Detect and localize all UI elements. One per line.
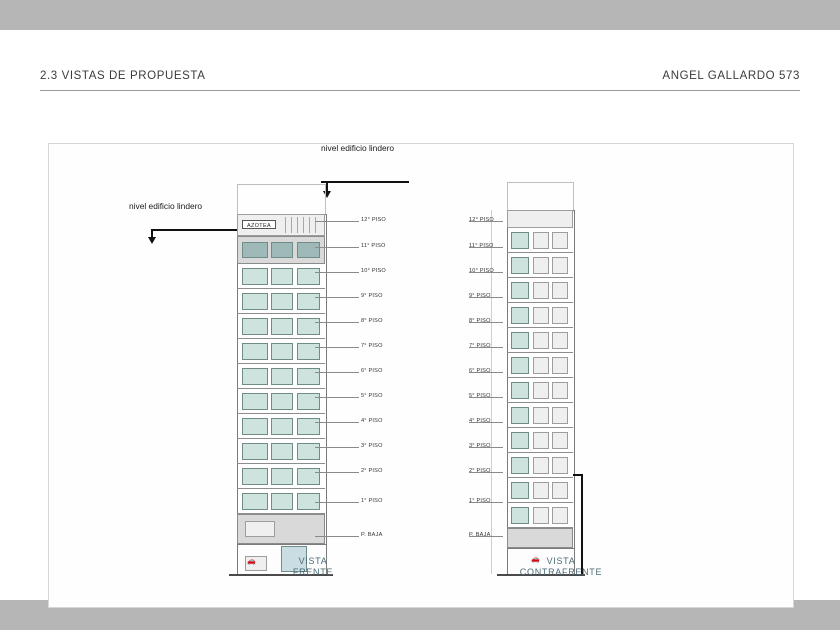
roof-louver-2 bbox=[291, 217, 292, 233]
view-caption-rear bbox=[501, 556, 621, 578]
party-wall-cap-rear bbox=[573, 474, 583, 476]
window-12-a bbox=[242, 242, 268, 258]
datum-line-top bbox=[395, 181, 409, 183]
floor-label: 7° PISO bbox=[469, 343, 491, 349]
car-icon: 🚗 bbox=[531, 556, 540, 563]
floor-label: P. BAJA bbox=[361, 532, 383, 538]
floor-label: 7° PISO bbox=[361, 343, 383, 349]
floor-band bbox=[237, 339, 325, 364]
floor-label: 11° PISO bbox=[469, 243, 494, 249]
floor-band bbox=[237, 489, 325, 514]
leader-arrow-left bbox=[148, 237, 156, 244]
floor-label: 10° PISO bbox=[361, 268, 386, 274]
roof-louver-4 bbox=[303, 217, 304, 233]
floor-label: 4° PISO bbox=[361, 418, 383, 424]
page-title: 2.3 VISTAS DE PROPUESTA bbox=[40, 70, 206, 82]
floor-label: 8° PISO bbox=[361, 318, 383, 324]
floor-label: 12° PISO bbox=[361, 217, 386, 223]
floor-label: 1° PISO bbox=[361, 498, 383, 504]
drawing-frame bbox=[48, 143, 794, 608]
typical-floors-front bbox=[237, 264, 325, 514]
view-caption-rear-line2: CONTRAFRENTE bbox=[519, 567, 603, 577]
window-12-c bbox=[297, 242, 320, 258]
view-caption-rear-line1: VISTA bbox=[546, 556, 576, 566]
floor-label: 9° PISO bbox=[469, 293, 491, 299]
floor-band bbox=[237, 289, 325, 314]
floor-label: 10° PISO bbox=[469, 268, 494, 274]
first-floor-window bbox=[245, 521, 275, 537]
floor-label: 5° PISO bbox=[361, 393, 383, 399]
floor-band bbox=[237, 414, 325, 439]
floor-label: 1° PISO bbox=[469, 498, 491, 504]
floor-label: 8° PISO bbox=[469, 318, 491, 324]
car-icon: 🚗 bbox=[247, 558, 256, 565]
construction-line-a1 bbox=[237, 184, 325, 185]
window-12-b bbox=[271, 242, 293, 258]
header-divider bbox=[40, 90, 800, 91]
annotation-nivel-lindero-left: nivel edificio lindero bbox=[129, 201, 203, 211]
sheet-page bbox=[0, 30, 840, 600]
roof-louver-3 bbox=[297, 217, 298, 233]
annotation-nivel-lindero-top: nivel edificio lindero bbox=[321, 143, 395, 153]
floor-label: 5° PISO bbox=[469, 393, 491, 399]
level-labels-rear bbox=[449, 144, 519, 604]
floor-band bbox=[237, 364, 325, 389]
floor-label: 2° PISO bbox=[469, 468, 491, 474]
floor-band bbox=[237, 314, 325, 339]
floor-label: P. BAJA bbox=[469, 532, 491, 538]
floor-label: 3° PISO bbox=[469, 443, 491, 449]
view-caption-front-line1: VISTA bbox=[298, 556, 328, 566]
floor-label: 9° PISO bbox=[361, 293, 383, 299]
floor-label: 6° PISO bbox=[469, 368, 491, 374]
floor-band bbox=[237, 264, 325, 289]
floor-band bbox=[237, 464, 325, 489]
sheet-header bbox=[40, 70, 800, 94]
floor-label: 12° PISO bbox=[469, 217, 494, 223]
view-caption-front-line2: FRENTE bbox=[292, 567, 334, 577]
level-labels-front bbox=[325, 144, 395, 604]
floor-label: 2° PISO bbox=[361, 468, 383, 474]
floor-band bbox=[237, 389, 325, 414]
floor-band bbox=[237, 439, 325, 464]
view-caption-front bbox=[265, 556, 361, 578]
roof-louver-1 bbox=[285, 217, 286, 233]
azotea-label: AZOTEA bbox=[242, 220, 276, 229]
floor-label: 3° PISO bbox=[361, 443, 383, 449]
roof-louver-5 bbox=[309, 217, 310, 233]
floor-label: 6° PISO bbox=[361, 368, 383, 374]
floor-label: 11° PISO bbox=[361, 243, 386, 249]
project-reference: ANGEL GALLARDO 573 bbox=[662, 70, 800, 82]
roof-louver-6 bbox=[315, 217, 316, 233]
floor-label: 4° PISO bbox=[469, 418, 491, 424]
